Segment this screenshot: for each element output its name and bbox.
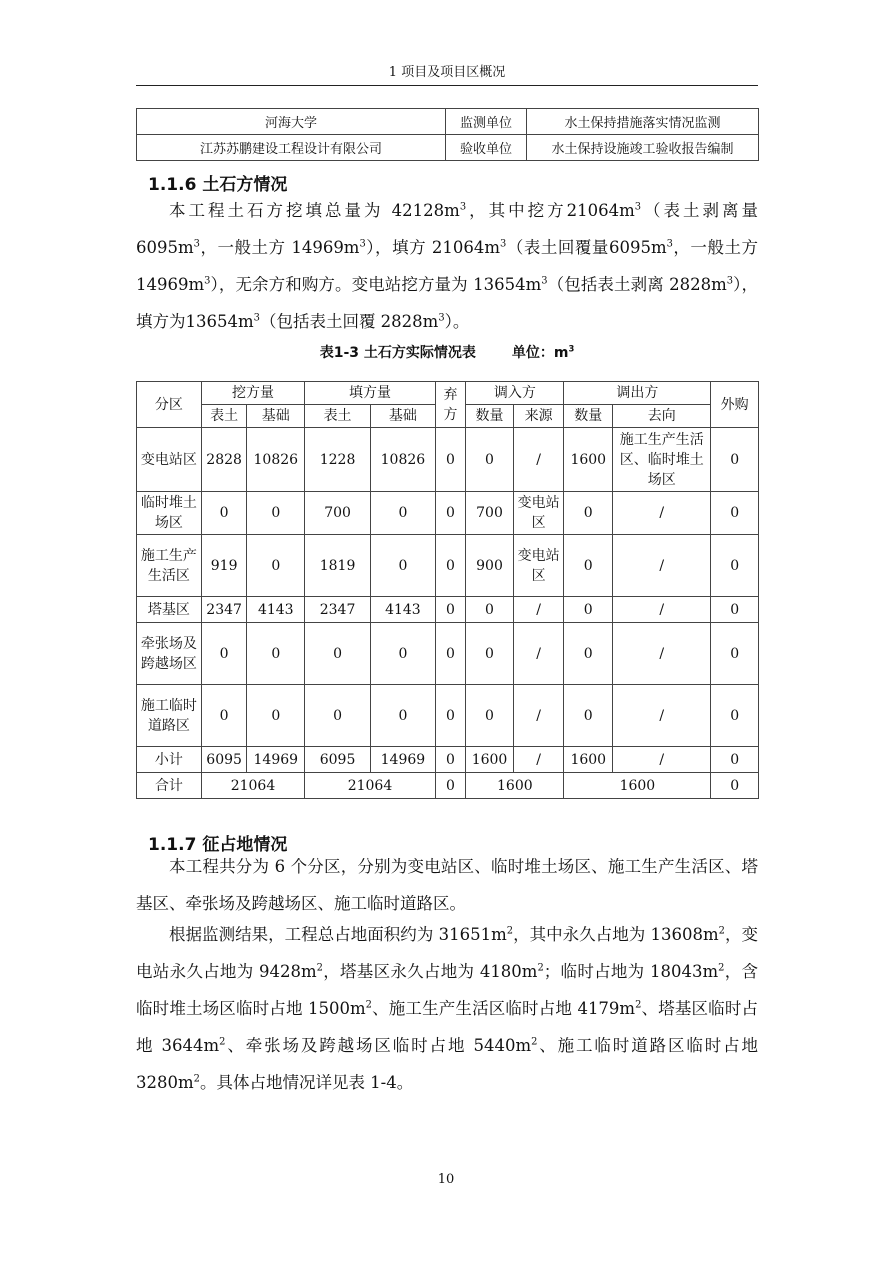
table-cell: 0 [201,623,247,685]
table-cell: 0 [711,535,759,597]
header-cell: 弃方 [435,382,465,428]
table-cell: 0 [370,623,435,685]
table-row [137,747,759,773]
table-cell: 0 [711,747,759,773]
table-cell: 施工生产生活区、临时堆土场区 [613,428,711,492]
table-cell: 2347 [201,597,247,623]
table-cell: 2828 [201,428,247,492]
table-cell: 6095 [201,747,247,773]
table-cell: 0 [435,428,465,492]
table-cell: 0 [247,492,305,535]
table-header-row [137,382,759,405]
table-cell: 0 [247,623,305,685]
table-cell: / [613,623,711,685]
table-cell: 0 [564,535,613,597]
table-cell: 14969 [247,747,305,773]
table-cell: / [613,747,711,773]
section-heading-land-occupation: 1.1.7 征占地情况 [148,835,288,855]
table-cell: / [513,623,564,685]
table-unit: 单位：$m^3$ [511,343,575,361]
table-cell: 0 [711,623,759,685]
table-cell: 临时堆土场区 [137,492,202,535]
table-cell: 21064 [201,773,304,799]
table-cell: 0 [247,685,305,747]
table-cell: 0 [305,623,371,685]
table-row [137,623,759,685]
table-cell: 1600 [564,747,613,773]
table-cell: 变电站区 [137,428,202,492]
table-cell: / [613,492,711,535]
table-cell: 4143 [370,597,435,623]
table-cell: 700 [305,492,371,535]
earthwork-paragraph: 本工程土石方挖填总量为 $42128m^3$，其中挖方$21064m^3$（表土剥离量 $6095m^3$，一般土方 $14969m^3$），填方 $21064m^3$（表土回覆量$6095m^3$，一般土方 $14969m^3$），无余方和购方。变电站挖方量为 $13654m^3$（包括表土剥离 $2828m^3$），填方为$13654m^3$（包括表土回覆 $2828m^3$）。 [136,201,759,331]
table-row [137,685,759,747]
table-cell: 0 [435,492,465,535]
header-cell: 填方量 [305,382,436,405]
table-cell: / [613,685,711,747]
unit-table [136,108,759,161]
table-cell: 0 [435,535,465,597]
table-cell: 1228 [305,428,371,492]
table-cell: 0 [466,685,514,747]
table-cell: / [513,685,564,747]
table-row [137,109,759,135]
table-cell: 0 [711,773,759,799]
table-row [137,428,759,492]
table-cell: 0 [305,685,371,747]
table-cell: 0 [435,597,465,623]
header-cell: 表土 [305,405,371,428]
table-cell: 919 [201,535,247,597]
table-cell: 1600 [564,428,613,492]
table-cell: 1600 [466,773,564,799]
header-rule [136,85,758,86]
table-cell: 0 [435,685,465,747]
table-cell: 塔基区 [137,597,202,623]
running-header: 1 项目及项目区概况 [388,65,506,80]
table-cell: 0 [711,685,759,747]
earthwork-table [136,381,759,799]
table-cell: / [613,535,711,597]
header-cell: 基础 [370,405,435,428]
table-cell: 施工临时道路区 [137,685,202,747]
header-cell: 数量 [466,405,514,428]
table-cell: 0 [370,492,435,535]
table-cell: 700 [466,492,514,535]
table-cell: 合计 [137,773,202,799]
table-cell: 6095 [305,747,371,773]
table-cell: 1819 [305,535,371,597]
table-cell: 0 [435,623,465,685]
table-cell: 2347 [305,597,371,623]
table-cell: 变电站区 [513,492,564,535]
table-cell: 0 [370,685,435,747]
table-cell: 0 [435,747,465,773]
table-cell: / [513,597,564,623]
land-area-paragraph: 根据监测结果，工程总占地面积约为 $31651m^2$，其中永久占地为 $13608m^2$，变电站永久占地为 $9428m^2$，塔基区永久占地为 $4180m^2$；临时占地为 $18043m^2$，含临时堆土场区临时占地 $1500m^2$、施工生产生活区临时占地 $4179m^2$、塔基区临时占地 $3644m^2$、牵张场及跨越场区临时占地 $5440m^2$、施工临时道路区临时占地$3280m^2$。具体占地情况详见表 1-4。 [136,925,759,1092]
page-number: 10 [437,1172,455,1187]
table-row [137,535,759,597]
table-cell: 0 [466,623,514,685]
header-cell: 表土 [201,405,247,428]
table-caption: 表1-3 土石方实际情况表 单位：$m^3$ [319,343,575,361]
table-cell: 0 [201,492,247,535]
table-cell: 0 [711,492,759,535]
header-cell: 分区 [137,382,202,428]
table-cell: / [513,747,564,773]
header-cell: 调入方 [466,382,564,405]
table-cell: 21064 [305,773,436,799]
table-cell: 0 [564,597,613,623]
table-cell: 0 [370,535,435,597]
table-cell: 14969 [370,747,435,773]
header-cell: 挖方量 [201,382,304,405]
section-heading-earthwork: 1.1.6 土石方情况 [148,175,288,195]
table-cell: 0 [564,492,613,535]
table-cell: 变电站区 [513,535,564,597]
header-cell: 外购 [711,382,759,428]
table-cell: 10826 [370,428,435,492]
header-cell: 调出方 [564,382,711,405]
table-cell: 监测单位 [446,109,527,135]
table-cell: 牵张场及跨越场区 [137,623,202,685]
table-row [137,135,759,161]
table-cell: 0 [711,428,759,492]
header-cell: 基础 [247,405,305,428]
table-row [137,492,759,535]
header-cell: 去向 [613,405,711,428]
table-cell: 0 [466,597,514,623]
table-cell: 0 [564,685,613,747]
header-cell: 数量 [564,405,613,428]
table-cell: 水土保持设施竣工验收报告编制 [527,135,759,161]
table-cell: 河海大学 [137,109,446,135]
table-cell: / [613,597,711,623]
table-cell: 施工生产生活区 [137,535,202,597]
table-cell: 0 [711,597,759,623]
table-cell: / [513,428,564,492]
table-cell: 0 [201,685,247,747]
table-cell: 0 [564,623,613,685]
header-cell: 来源 [513,405,564,428]
table-cell: 0 [247,535,305,597]
table-cell: 0 [466,428,514,492]
table-cell: 4143 [247,597,305,623]
table-cell: 小计 [137,747,202,773]
table-cell: 1600 [564,773,711,799]
table-row [137,597,759,623]
table-cell: 0 [435,773,465,799]
table-cell: 水土保持措施落实情况监测 [527,109,759,135]
table-cell: 10826 [247,428,305,492]
table-cell: 900 [466,535,514,597]
land-zones-paragraph: 本工程共分为 6 个分区，分别为变电站区、临时堆土场区、施工生产生活区、塔基区、牵张场及跨越场区、施工临时道路区。 [136,857,758,913]
table-cell: 1600 [466,747,514,773]
table-row-total [137,773,759,799]
table-cell: 验收单位 [446,135,527,161]
table-cell: 江苏苏鹏建设工程设计有限公司 [137,135,446,161]
